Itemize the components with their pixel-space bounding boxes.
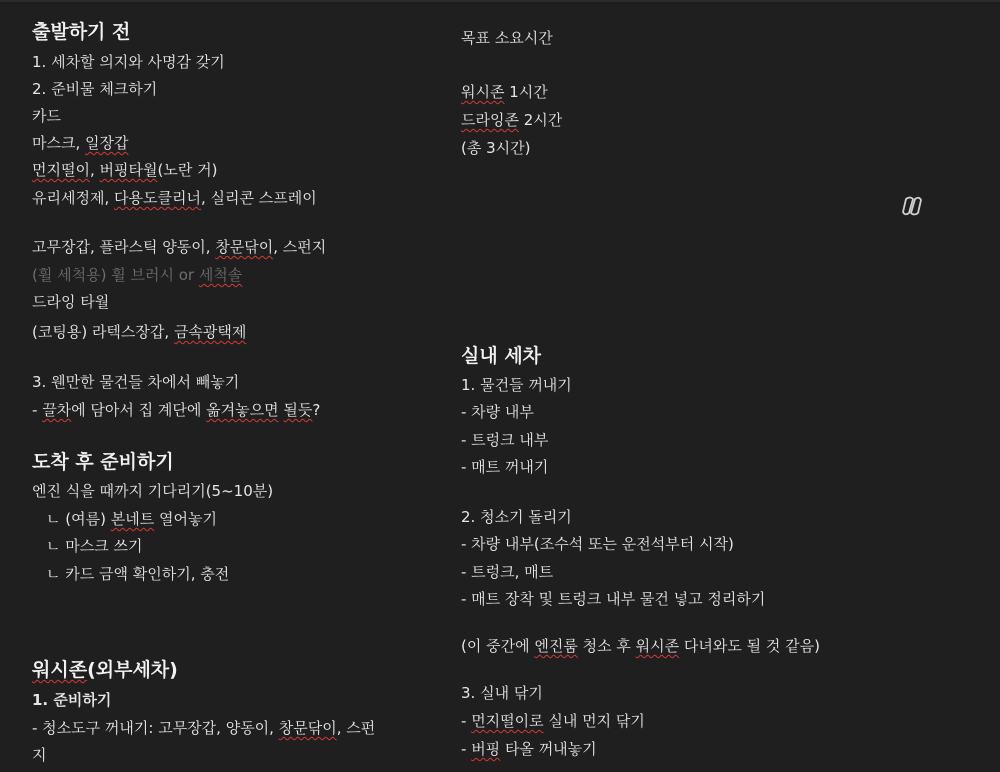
misspelled-word: 워시존: [635, 637, 680, 655]
misspelled-word: 버핑: [471, 740, 501, 758]
text-line[interactable]: 2. 준비물 체크하기: [32, 80, 158, 98]
text-line[interactable]: [32, 400, 320, 420]
text-line[interactable]: [46, 509, 217, 529]
copilot-icon[interactable]: [900, 195, 924, 217]
text-span: 에 담아서 집 계단에: [71, 401, 207, 419]
text-line[interactable]: ㄴ 카드 금액 확인하기, 충전: [46, 565, 230, 583]
text-span: , 실리콘 스프레이: [200, 189, 317, 207]
text-line[interactable]: [32, 322, 246, 342]
misspelled-word: 워시존: [32, 659, 88, 681]
misspelled-word: 먼지떨이로: [471, 712, 544, 730]
text-span: ㄴ (여름): [46, 510, 111, 528]
text-line[interactable]: - 트렁크 내부: [461, 431, 549, 449]
text-span: 1시간: [504, 83, 548, 101]
text-line[interactable]: - 매트 장착 및 트렁크 내부 물건 넣고 정리하기: [461, 590, 766, 608]
heading-before-departure: 출발하기 전: [32, 21, 131, 43]
text-line[interactable]: (총 3시간): [461, 139, 531, 157]
text-line[interactable]: 지: [32, 746, 47, 764]
misspelled-word: 본네트: [110, 510, 155, 528]
text-line[interactable]: 3. 실내 닦기: [461, 684, 543, 702]
text-span: 다녀와도 될 것 같음): [679, 637, 820, 655]
text-span: (휠 세척용) 휠 브러시 or: [32, 266, 199, 284]
text-span: ,: [89, 161, 100, 179]
text-span: 2시간: [518, 111, 563, 129]
text-line[interactable]: 2. 청소기 돌리기: [461, 508, 572, 526]
text-line[interactable]: [32, 188, 317, 208]
text-span: 청소 후: [577, 637, 636, 655]
misspelled-word: 끌차: [42, 401, 72, 419]
text-span: (노란 거): [157, 161, 218, 179]
top-border: [0, 0, 1000, 2]
text-line[interactable]: 1. 물건들 꺼내기: [461, 376, 572, 394]
text-line[interactable]: [32, 160, 217, 180]
heading-interior-wash: 실내 세차: [461, 345, 542, 367]
text-span: , 스펀: [336, 719, 376, 737]
text-span: , 스펀지: [273, 238, 327, 256]
text-span: -: [461, 712, 472, 730]
text-line[interactable]: 목표 소요시간: [461, 29, 553, 47]
heading-after-arrival: 도착 후 준비하기: [32, 451, 174, 473]
text-line[interactable]: - 차량 내부: [461, 403, 534, 421]
misspelled-word: 될듯: [283, 401, 313, 419]
misspelled-word: 창문닦이: [278, 719, 337, 737]
misspelled-word: 다용도클리너: [114, 189, 201, 207]
text-line[interactable]: [461, 711, 645, 731]
text-span: 열어놓기: [154, 510, 217, 528]
text-line[interactable]: - 차량 내부(조수석 또는 운전석부터 시작): [461, 535, 734, 553]
text-line[interactable]: 드라잉 타월: [32, 293, 110, 311]
text-line[interactable]: [32, 265, 242, 285]
text-line[interactable]: [461, 636, 820, 656]
misspelled-word: 엔진룸: [534, 637, 578, 655]
text-span: (외부세차): [87, 659, 178, 681]
misspelled-word: 버핑타월: [99, 161, 158, 179]
text-line[interactable]: [461, 739, 597, 759]
misspelled-word: 창문닦이: [215, 238, 274, 256]
misspelled-word: 워시존: [461, 83, 505, 101]
misspelled-word: 일장갑: [85, 134, 129, 152]
text-line[interactable]: - 매트 꺼내기: [461, 458, 549, 476]
text-span: 타올 꺼내놓기: [500, 740, 597, 758]
text-line[interactable]: ㄴ 마스크 쓰기: [46, 537, 143, 555]
text-span: 유리세정제,: [32, 189, 114, 207]
text-line[interactable]: [32, 133, 129, 153]
text-span: 마스크,: [32, 134, 86, 152]
text-span: 고무장갑, 플라스틱 양동이,: [32, 238, 216, 256]
text-span: -: [461, 740, 472, 758]
heading-wash-zone: [32, 658, 178, 682]
text-line[interactable]: [461, 82, 548, 102]
text-line[interactable]: 엔진 식을 때까지 기다리기(5~10분): [32, 482, 274, 500]
text-line[interactable]: 카드: [32, 107, 61, 125]
text-line[interactable]: [461, 110, 562, 130]
text-span: ?: [312, 401, 321, 419]
subheading-prepare: 1. 준비하기: [32, 691, 112, 709]
misspelled-word: 세척솔: [198, 266, 243, 284]
text-line[interactable]: - 트렁크, 매트: [461, 563, 554, 581]
text-span: -: [32, 401, 43, 419]
text-span: (이 중간에: [461, 637, 535, 655]
text-line[interactable]: 1. 세차할 의지와 사명감 갖기: [32, 53, 225, 71]
misspelled-word: 먼지떨이: [32, 161, 90, 179]
misspelled-word: 옮겨놓으면: [206, 401, 279, 419]
text-span: 실내 먼지 닦기: [543, 712, 645, 730]
text-span: (코팅용) 라텍스장갑,: [32, 323, 174, 341]
text-span: - 청소도구 꺼내기: 고무장갑, 양동이,: [32, 719, 279, 737]
misspelled-word: 드라잉존: [461, 111, 519, 129]
misspelled-word: 금속광택제: [173, 323, 247, 341]
text-line[interactable]: 3. 웬만한 물건들 차에서 빼놓기: [32, 373, 240, 391]
text-line[interactable]: [32, 718, 375, 738]
text-line[interactable]: [32, 237, 326, 257]
